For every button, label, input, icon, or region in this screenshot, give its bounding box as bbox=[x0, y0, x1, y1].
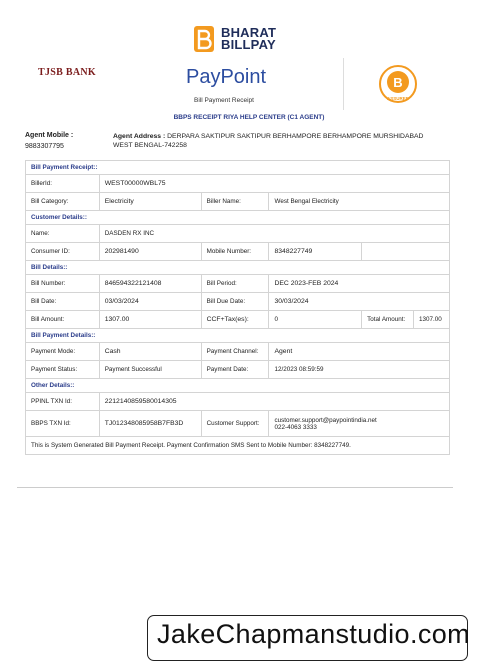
agent-mobile-value: 9883307795 bbox=[25, 143, 64, 150]
name-label: Name: bbox=[26, 225, 100, 243]
section-other-details: Other Details:: bbox=[26, 379, 450, 393]
bill-due-date-value: 30/03/2024 bbox=[269, 293, 450, 311]
section-header bbox=[26, 161, 450, 175]
table-row bbox=[26, 243, 450, 261]
bank-name: TJSB BANK bbox=[38, 67, 96, 78]
agency-title: BBPS RECEIPT RIYA HELP CENTER (C1 AGENT) bbox=[173, 114, 325, 121]
billerid-value: WEST00000WBL75 bbox=[99, 175, 449, 193]
bill-period-label: Bill Period: bbox=[201, 275, 269, 293]
bill-amount-value: 1307.00 bbox=[99, 311, 201, 329]
ppinl-txn-value: 2212140859580014305 bbox=[99, 393, 449, 411]
system-generated-note: This is System Generated Bill Payment Receipt. Payment Confirmation SMS Sent to Mobile Number: 8348227749. bbox=[26, 437, 450, 455]
payment-date-label: Payment Date: bbox=[201, 361, 269, 379]
table-row bbox=[26, 225, 450, 243]
receipt-bottom-divider bbox=[17, 487, 453, 488]
empty-cell bbox=[362, 243, 450, 261]
consumer-id-label: Consumer ID: bbox=[26, 243, 100, 261]
svg-text:B: B bbox=[393, 75, 403, 90]
section-header bbox=[26, 329, 450, 343]
ppinl-txn-label: PPINL TXN Id: bbox=[26, 393, 100, 411]
bbps-txn-label: BBPS TXN Id: bbox=[26, 411, 100, 437]
brand-line-1: BHARAT bbox=[221, 25, 277, 40]
bill-number-value: 846594322121408 bbox=[99, 275, 201, 293]
table-row bbox=[26, 193, 450, 211]
bbps-txn-value: TJ012348085958B7FB3D bbox=[99, 411, 201, 437]
agent-mobile-label: Agent Mobile : bbox=[25, 132, 74, 139]
section-bill-payment-details: Bill Payment Details:: bbox=[26, 329, 450, 343]
biller-name-label: Biller Name: bbox=[201, 193, 269, 211]
payment-date-value: 12/2023 08:59:59 bbox=[269, 361, 450, 379]
table-row bbox=[26, 275, 450, 293]
payment-mode-label: Payment Mode: bbox=[26, 343, 100, 361]
table-row bbox=[26, 411, 450, 437]
agent-address bbox=[113, 132, 443, 150]
support-email: customer.support@paypointindia.net bbox=[274, 416, 377, 424]
bill-category-value: Electricity bbox=[99, 193, 201, 211]
section-header bbox=[26, 379, 450, 393]
section-bill-payment-receipt: Bill Payment Receipt:: bbox=[26, 161, 450, 175]
agent-address-label: Agent Address : bbox=[113, 133, 166, 140]
mobile-number-label: Mobile Number: bbox=[201, 243, 269, 261]
table-row bbox=[26, 437, 450, 455]
ccf-label: CCF+Tax(es): bbox=[201, 311, 269, 329]
biller-name-value: West Bengal Electricity bbox=[269, 193, 450, 211]
section-bill-details: Bill Details:: bbox=[26, 261, 450, 275]
header-divider bbox=[343, 58, 344, 110]
table-row bbox=[26, 343, 450, 361]
watermark-text: JakeChapmanstudio.com bbox=[157, 619, 471, 649]
agent-address-value: DERPARA SAKTIPUR SAKTIPUR BERHAMPORE BERHAMPORE MURSHIDABAD WEST BENGAL-742258 bbox=[113, 133, 424, 149]
bill-category-label: Bill Category: bbox=[26, 193, 100, 211]
payment-mode-value: Cash bbox=[99, 343, 201, 361]
bill-due-date-label: Bill Due Date: bbox=[201, 293, 269, 311]
customer-support-value bbox=[269, 411, 450, 437]
table-row bbox=[26, 293, 450, 311]
total-amount-value: 1307.00 bbox=[413, 311, 449, 329]
bill-number-label: Bill Number: bbox=[26, 275, 100, 293]
total-amount-label: Total Amount: bbox=[362, 311, 414, 329]
bbps-assured-badge-icon bbox=[378, 64, 418, 104]
support-phone: 022-4063 3333 bbox=[274, 423, 317, 431]
table-row bbox=[26, 175, 450, 193]
bill-amount-label: Bill Amount: bbox=[26, 311, 100, 329]
section-header bbox=[26, 211, 450, 225]
billerid-label: BillerId: bbox=[26, 175, 100, 193]
receipt-table bbox=[25, 160, 450, 455]
bharat-billpay-logo-icon bbox=[194, 26, 214, 52]
brand-line-2: BILLPAY bbox=[221, 37, 276, 52]
bharat-billpay-logo-text bbox=[221, 27, 276, 51]
name-value: DASDEN RX INC bbox=[99, 225, 449, 243]
table-row bbox=[26, 361, 450, 379]
payment-status-value: Payment Successful bbox=[99, 361, 201, 379]
customer-support-label: Customer Support: bbox=[201, 411, 269, 437]
consumer-id-value: 202981490 bbox=[99, 243, 201, 261]
payment-status-label: Payment Status: bbox=[26, 361, 100, 379]
bill-period-value: DEC 2023-FEB 2024 bbox=[269, 275, 450, 293]
tjsb-bank-logo bbox=[38, 67, 96, 78]
bill-date-value: 03/03/2024 bbox=[99, 293, 201, 311]
section-customer-details: Customer Details:: bbox=[26, 211, 450, 225]
payment-channel-label: Payment Channel: bbox=[201, 343, 269, 361]
table-row bbox=[26, 393, 450, 411]
ccf-value: 0 bbox=[269, 311, 362, 329]
receipt-subtitle: Bill Payment Receipt bbox=[194, 97, 254, 104]
table-row bbox=[26, 311, 450, 329]
mobile-number-value: 8348227749 bbox=[269, 243, 362, 261]
payment-channel-value: Agent bbox=[269, 343, 450, 361]
section-header bbox=[26, 261, 450, 275]
assured-label: ASSURED bbox=[386, 96, 410, 101]
bill-date-label: Bill Date: bbox=[26, 293, 100, 311]
paypoint-title: PayPoint bbox=[186, 66, 267, 88]
